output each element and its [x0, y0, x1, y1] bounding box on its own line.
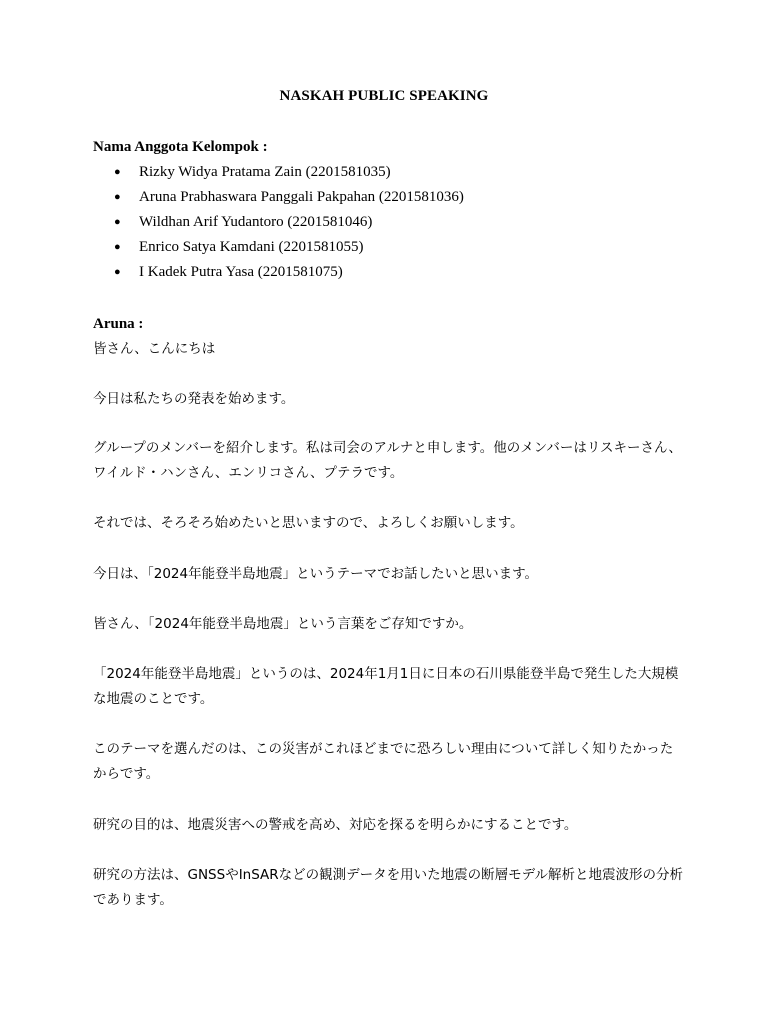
document-title: NASKAH PUBLIC SPEAKING — [279, 88, 489, 104]
paragraph-purpose: 研究の目的は、地震災害への警戒を高め、対応を探るを明らかにすることです。 — [93, 817, 578, 833]
bullet-icon: ● — [114, 216, 121, 228]
bullet-icon: ● — [114, 266, 121, 278]
paragraph-start: それでは、そろそろ始めたいと思いますので、よろしくお願いします。 — [93, 515, 524, 531]
paragraph-greeting: 皆さん、こんにちは — [93, 341, 216, 357]
paragraph-opening: 今日は私たちの発表を始めます。 — [93, 391, 295, 407]
list-item — [114, 161, 464, 186]
speaker-label: Aruna : — [93, 316, 144, 332]
member-name: Enrico Satya Kamdani (2201581055) — [139, 239, 364, 255]
bullet-icon: ● — [114, 191, 121, 203]
list-item — [114, 236, 464, 261]
member-name: I Kadek Putra Yasa (2201581075) — [139, 264, 343, 280]
member-name: Rizky Widya Pratama Zain (2201581035) — [139, 164, 391, 180]
members-list — [114, 161, 464, 286]
paragraph-definition: 「2024年能登半島地震」というのは、2024年1月1日に日本の石川県能登半島で発生した大規模な地震のことです。 — [93, 666, 679, 707]
list-item — [114, 261, 464, 286]
member-name: Wildhan Arif Yudantoro (2201581046) — [139, 214, 373, 230]
paragraph-method: 研究の方法は、GNSSやInSARなどの観測データを用いた地震の断層モデル解析と地震波形の分析であります。 — [93, 867, 683, 908]
members-heading: Nama Anggota Kelompok : — [93, 139, 268, 155]
paragraph-question: 皆さん、「2024年能登半島地震」という言葉をご存知ですか。 — [93, 616, 473, 632]
bullet-icon: ● — [114, 241, 121, 253]
member-name: Aruna Prabhaswara Panggali Pakpahan (2201581036) — [139, 189, 464, 205]
bullet-icon: ● — [114, 166, 121, 178]
paragraph-reason: このテーマを選んだのは、この災害がこれほどまでに恐ろしい理由について詳しく知りたかったからです。 — [93, 741, 674, 782]
paragraph-theme: 今日は、「2024年能登半島地震」というテーマでお話したいと思います。 — [93, 566, 539, 582]
paragraph-members-intro: グループのメンバーを紹介します。私は司会のアルナと申します。他のメンバーはリスキーさん、ワイルド・ハンさん、エンリコさん、プテラです。 — [93, 440, 682, 481]
list-item — [114, 186, 464, 211]
list-item — [114, 211, 464, 236]
